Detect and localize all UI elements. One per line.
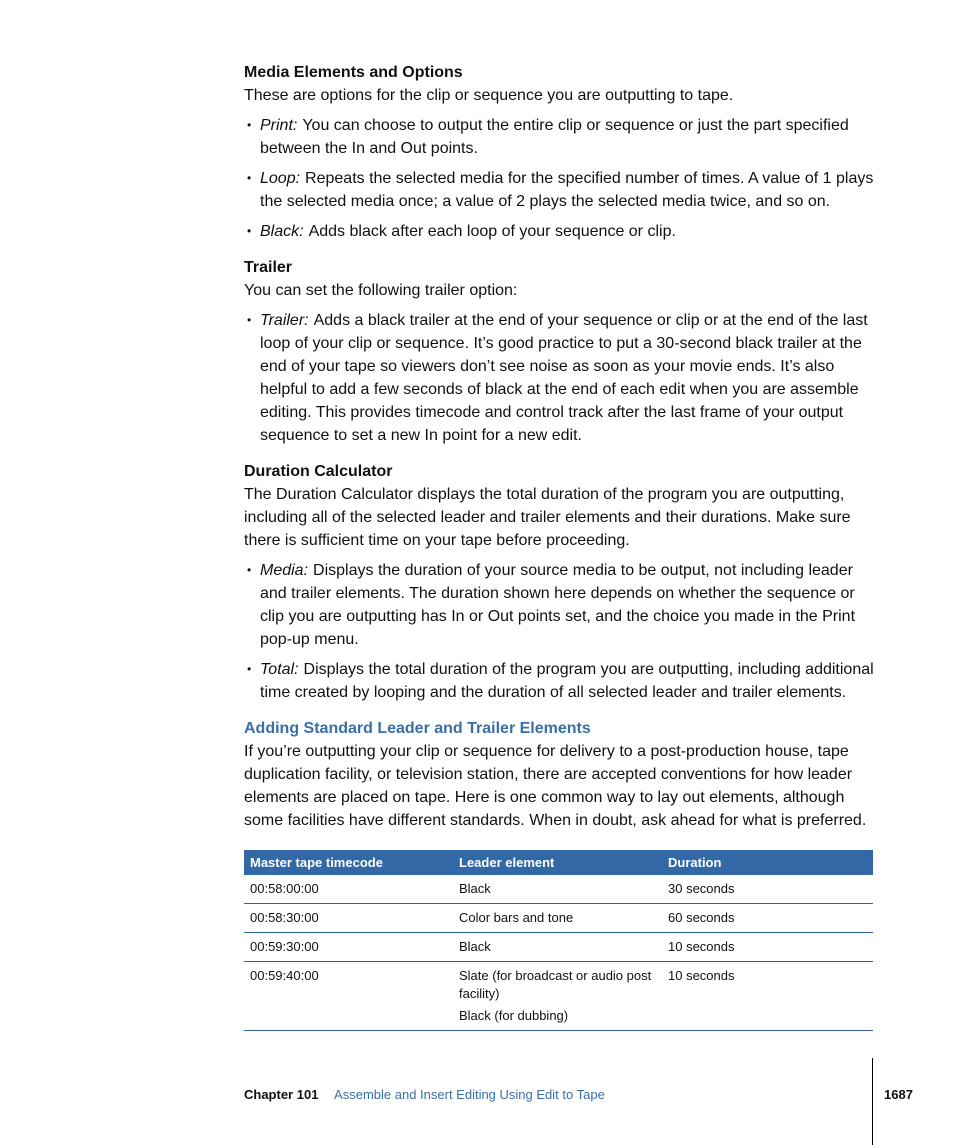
section-heading: Duration Calculator	[244, 463, 393, 480]
bullet-list	[244, 559, 876, 704]
item-text: Adds black after each loop of your sequence or clip.	[308, 223, 676, 240]
section-intro: You can set the following trailer option:	[244, 282, 518, 299]
section-intro: The Duration Calculator displays the total duration of the program you are outputting, including all of the selected leader and trailer elements and their durations. Make sure there is sufficient time on your tape before proceeding.	[244, 486, 851, 549]
section-heading: Media Elements and Options	[244, 64, 463, 81]
item-text: Displays the total duration of the program you are outputting, including additional time created by looping and the duration of all selected leader and trailer elements.	[260, 661, 874, 701]
list-item	[244, 167, 876, 213]
timecode-cell: 00:59:40:00	[244, 962, 453, 1031]
element-line: Black	[459, 939, 491, 954]
list-item	[244, 658, 876, 704]
element-cell	[453, 875, 662, 904]
section-trailer	[244, 256, 876, 447]
section-adding-leader-trailer	[244, 717, 876, 832]
element-line: Slate (for broadcast or audio post facility)	[459, 968, 652, 1001]
element-cell	[453, 962, 662, 1031]
item-term: Trailer:	[260, 312, 309, 329]
element-line: Color bars and tone	[459, 910, 574, 925]
duration-cell: 10 seconds	[662, 962, 873, 1031]
section-heading: Trailer	[244, 259, 293, 276]
table-header-row	[244, 850, 873, 875]
duration-cell: 10 seconds	[662, 933, 873, 962]
item-term: Total:	[260, 661, 299, 678]
item-term: Black:	[260, 223, 304, 240]
item-term: Media:	[260, 562, 309, 579]
item-text: Repeats the selected media for the specified number of times. A value of 1 plays the selected media once; a value of 2 plays the selected media twice, and so on.	[260, 170, 874, 210]
table-row	[244, 875, 873, 904]
item-text: Displays the duration of your source media to be output, not including leader and trailer elements. The duration shown here depends on whether the sequence or clip you are outputting has In or Out points set, and the choice you made in the Print pop-up menu.	[260, 562, 856, 648]
page-number: 1687	[884, 1087, 913, 1102]
item-term: Print:	[260, 117, 298, 134]
list-item	[244, 220, 876, 243]
footer-chapter: Chapter 101	[244, 1087, 319, 1102]
footer-chapter-title: Assemble and Insert Editing Using Edit to Tape	[334, 1087, 605, 1102]
element-cell	[453, 904, 662, 933]
timecode-cell: 00:58:00:00	[244, 875, 453, 904]
page-content	[244, 61, 876, 1031]
footer-divider	[872, 1058, 873, 1145]
list-item	[244, 309, 876, 447]
column-header: Master tape timecode	[244, 850, 453, 875]
section-intro: These are options for the clip or sequence you are outputting to tape.	[244, 87, 734, 104]
column-header: Duration	[662, 850, 873, 875]
table-row	[244, 904, 873, 933]
list-item	[244, 114, 876, 160]
element-line: Black (for dubbing)	[459, 1008, 569, 1023]
duration-cell: 60 seconds	[662, 904, 873, 933]
timecode-cell: 00:59:30:00	[244, 933, 453, 962]
item-text: Adds a black trailer at the end of your sequence or clip or at the end of the last loop of your clip or sequence. It’s good practice to put a 30-second black trailer at the end of your tape so viewers don’t see noise as soon as your movie ends. It’s also helpful to add a few seconds of black at the end of each edit when you are assemble editing. This provides timecode and control track after the last frame of your output sequence to set a new In point for a new edit.	[260, 312, 868, 444]
item-text: You can choose to output the entire clip or sequence or just the part specified between the In and Out points.	[260, 117, 849, 157]
leader-elements-table	[244, 850, 873, 1031]
timecode-cell: 00:58:30:00	[244, 904, 453, 933]
table-row	[244, 933, 873, 962]
table-row	[244, 962, 873, 1031]
section-media-elements	[244, 61, 876, 243]
bullet-list	[244, 114, 876, 243]
list-item	[244, 559, 876, 651]
bullet-list	[244, 309, 876, 447]
element-line: Black	[459, 881, 491, 896]
column-header: Leader element	[453, 850, 662, 875]
element-cell	[453, 933, 662, 962]
page-footer	[244, 1087, 605, 1102]
section-duration-calculator	[244, 460, 876, 704]
item-term: Loop:	[260, 170, 301, 187]
duration-cell: 30 seconds	[662, 875, 873, 904]
subsection-heading: Adding Standard Leader and Trailer Elements	[244, 720, 591, 737]
section-intro: If you’re outputting your clip or sequence for delivery to a post-production house, tape duplication facility, or television station, there are accepted conventions for how leader elements are placed on tape. Here is one common way to lay out elements, although some facilities have different standards. When in doubt, ask ahead for what is preferred.	[244, 743, 867, 829]
